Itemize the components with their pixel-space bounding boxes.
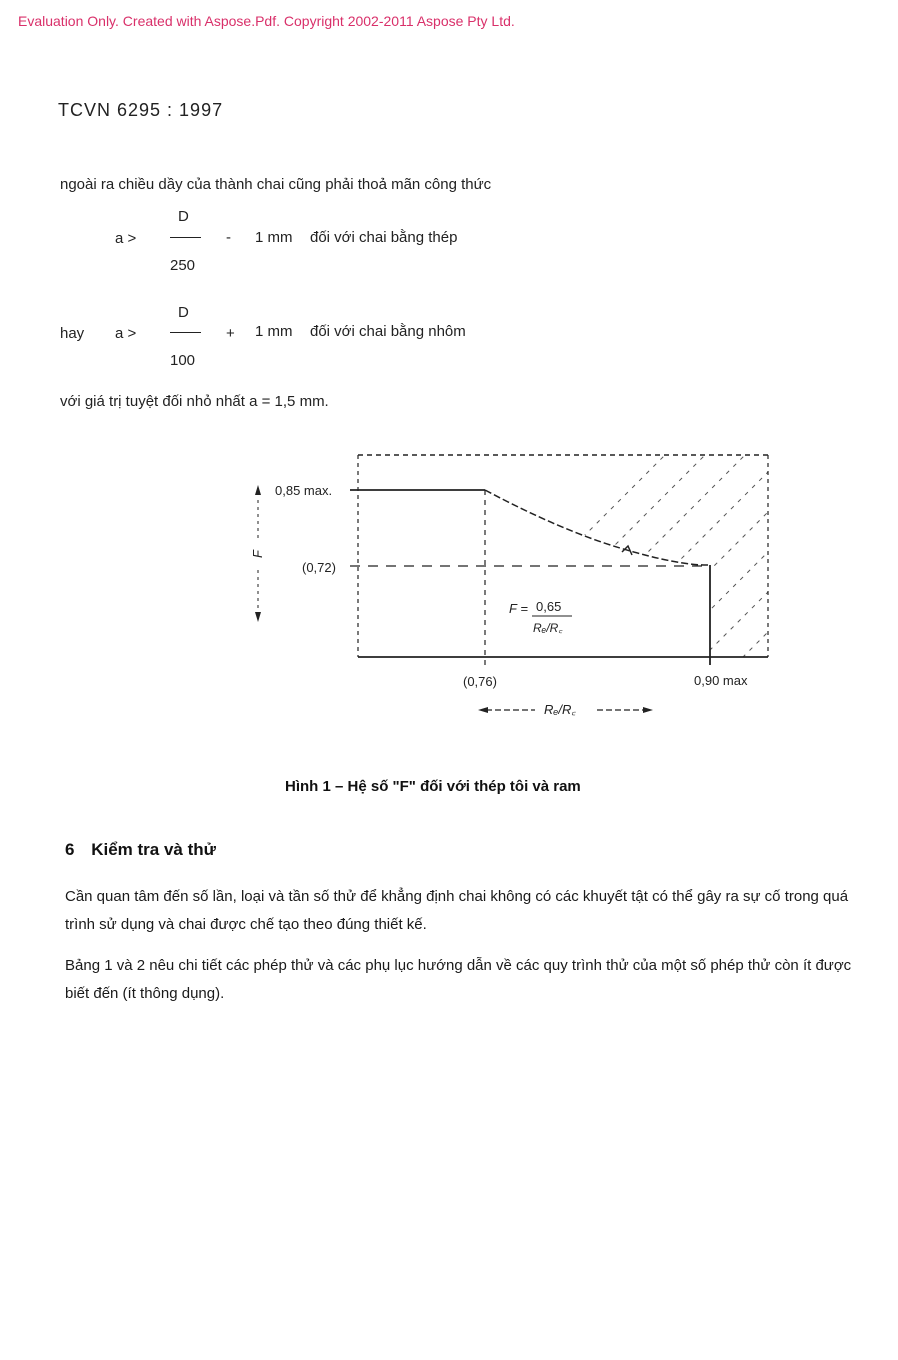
formula-lhs: a > <box>115 230 137 247</box>
formula-numerator: D <box>178 304 189 321</box>
watermark: Evaluation Only. Created with Aspose.Pdf. Copyright 2002-2011 Aspose Pty Ltd. <box>18 13 515 29</box>
formula-f-den: Rₑ/R꜀ <box>533 621 563 635</box>
hatched-area <box>420 400 898 700</box>
intro-text: ngoài ra chiều dầy của thành chai cũng phải thoả mãn công thức <box>60 176 492 193</box>
y-arrowhead-up <box>255 485 261 495</box>
y-tick-085: 0,85 max. <box>275 483 333 498</box>
section-heading <box>65 840 216 860</box>
formula-denominator: 250 <box>170 257 196 274</box>
formula-f-num: 0,65 <box>536 599 562 614</box>
formula-prefix: hay <box>60 325 85 342</box>
formula-rhs: 1 mm <box>255 323 293 340</box>
formula-f-lhs: F = <box>509 601 528 616</box>
f-curve <box>485 490 710 565</box>
x-axis-label: Rₑ/R꜀ <box>544 702 576 717</box>
formula-note: đối với chai bằng nhôm <box>310 323 466 340</box>
formula-operator: + <box>226 325 235 342</box>
min-value-text: với giá trị tuyệt đối nhỏ nhất a = 1,5 mm. <box>60 393 329 410</box>
formula-operator: - <box>226 229 231 246</box>
formula-denominator: 100 <box>170 352 196 369</box>
paragraph-1: Cần quan tâm đến số lần, loại và tần số thử để khẳng định chai không có các khuyết tật có thể gây ra sự cố trong quá trình sử dụng và chai được chế tạo theo đúng thiết kế. <box>65 888 849 933</box>
formula-rhs: 1 mm <box>255 229 293 246</box>
section-number: 6 <box>65 840 75 859</box>
paragraph-2: Bảng 1 và 2 nêu chi tiết các phép thử và các phụ lục hướng dẫn về các quy trình thử của một số phép thử còn ít được biết đến (ít thông dụng). <box>65 957 852 1002</box>
formula-numerator: D <box>178 208 189 225</box>
x-arrowhead-left <box>478 707 488 713</box>
y-tick-072: (0,72) <box>302 560 336 575</box>
figure-caption: Hình 1 – Hệ số "F" đối với thép tôi và ram <box>285 778 581 795</box>
document-header: TCVN 6295 : 1997 <box>58 100 224 120</box>
formula-note: đối với chai bằng thép <box>310 229 458 246</box>
y-arrowhead-down <box>255 612 261 622</box>
x-tick-090: 0,90 max <box>694 673 748 688</box>
y-axis-label: F <box>250 550 265 558</box>
formula-lhs: a > <box>115 325 137 342</box>
x-tick-076: (0,76) <box>463 674 497 689</box>
section-title: Kiểm tra và thử <box>91 840 216 859</box>
x-arrowhead-right <box>643 707 653 713</box>
